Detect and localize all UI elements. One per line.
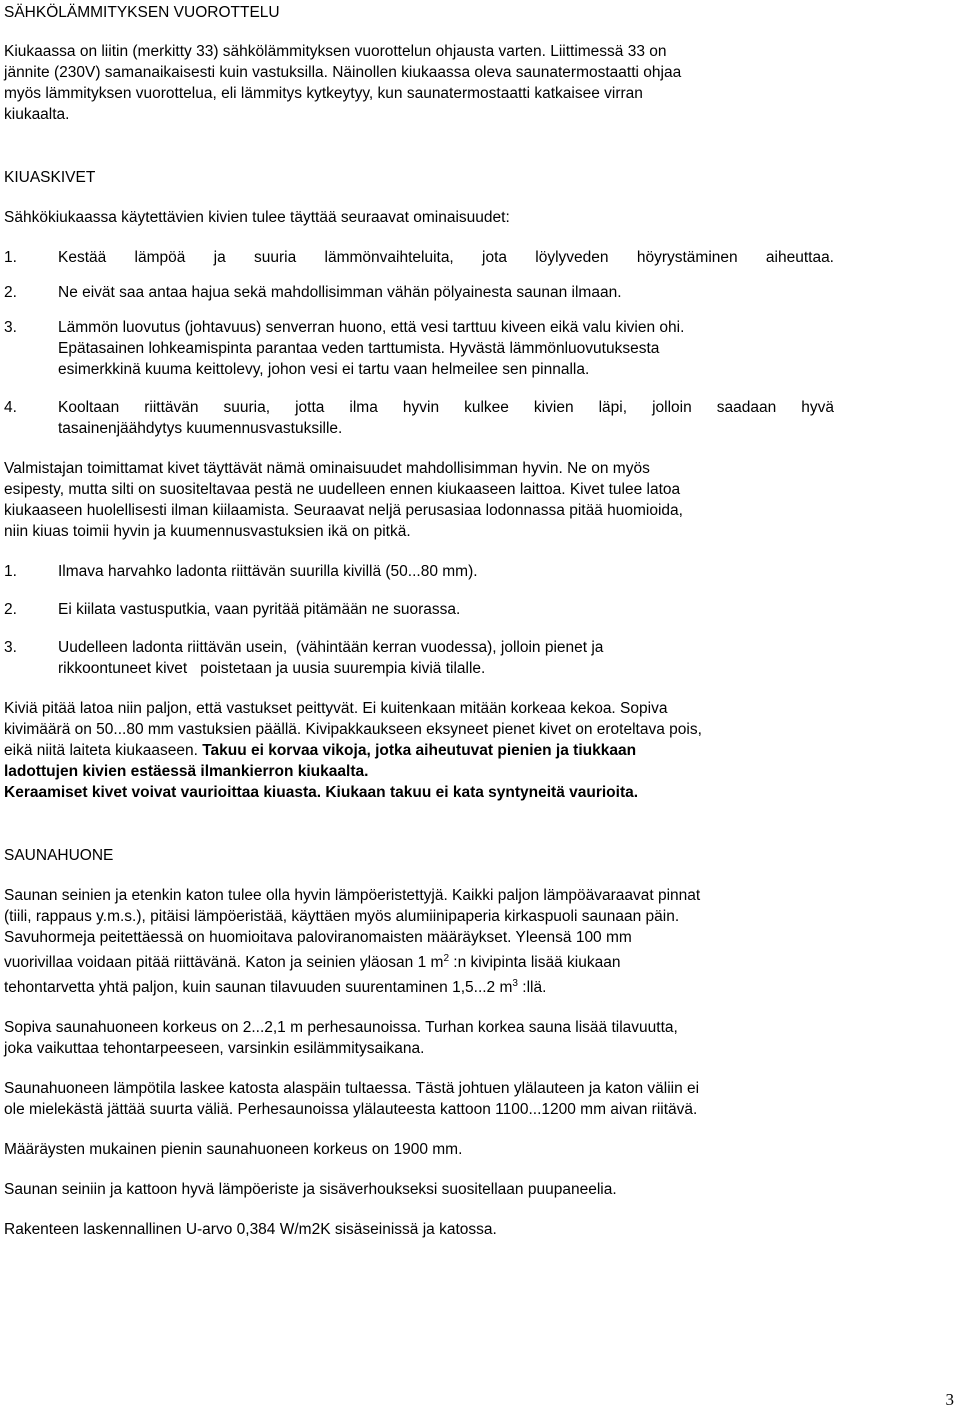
text-span: :llä.	[517, 979, 547, 997]
section-title-stones: KIUASKIVET	[4, 169, 96, 186]
text-span: tehontarvetta yhtä paljon, kuin saunan tilavuuden suurentaminen 1,5...2 m	[4, 979, 513, 997]
text-line	[4, 973, 834, 998]
text-line: Kooltaan riittävän suuria, jotta ilma hyvin kulkee kivien läpi, jolloin saadaan hyvä	[58, 399, 834, 416]
list-item	[4, 599, 834, 620]
list-number: 1.	[4, 563, 17, 580]
list-number: 1.	[4, 249, 17, 266]
text-span: vuorivillaa voidaan pitää riittävänä. Katon ja seinien yläosan 1 m	[4, 954, 444, 972]
page-number: 3	[945, 1390, 954, 1409]
text-line: joka vaikuttaa tehontarpeeseen, varsinkin esilämmitysaikana.	[4, 1040, 425, 1058]
section-title-room: SAUNAHUONE	[4, 847, 114, 864]
text-line: Lämmön luovutus (johtavuus) senverran huono, että vesi tarttuu kiveen eikä valu kivien ohi.	[58, 319, 685, 336]
text-line: Saunahuoneen lämpötila laskee katosta alaspäin tultaessa. Tästä johtuen ylälauteen ja katon väliin ei	[4, 1080, 700, 1098]
warranty-warning: Takuu ei korvaa vikoja, jotka aiheutuvat pienien ja tiukkaan	[202, 742, 637, 759]
u-value-paragraph: Rakenteen laskennallinen U-arvo 0,384 W/m2K sisäseinissä ja katossa.	[4, 1221, 497, 1239]
text-line: Sopiva saunahuoneen korkeus on 2...2,1 m perhesaunoissa. Turhan korkea sauna lisää tilavuutta,	[4, 1019, 678, 1037]
text-line: Uudelleen ladonta riittävän usein, (vähintään kerran vuodessa), jolloin pienet ja	[58, 639, 604, 656]
text-line: tasainenjäähdytys kuumennusvastuksille.	[58, 420, 343, 437]
list-item	[4, 282, 834, 303]
text-line: Kiviä pitää latoa niin paljon, että vastukset peittyvät. Ei kuitenkaan mitään korkeaa kekoa. Sopiva	[4, 700, 668, 717]
text-line	[4, 740, 834, 761]
text-line: Ne eivät saa antaa hajua sekä mahdollisimman vähän pölyainesta saunan ilmaan.	[58, 284, 622, 301]
text-span: :n kivipinta lisää kiukaan	[449, 954, 621, 972]
text-line: ole mielekästä jättää suurta väliä. Perhesaunoissa ylälauteesta kattoon 1100...1200 mm aivan riitävä.	[4, 1101, 698, 1119]
text-span: eikä niitä laiteta kiukaaseen.	[4, 742, 198, 759]
text-line: Ei kiilata vastusputkia, vaan pyritää pitämään ne suorassa.	[58, 601, 461, 618]
list-number: 4.	[4, 399, 17, 416]
room-paragraph	[4, 885, 834, 998]
list-item	[4, 247, 834, 268]
text-line: kiukaalta.	[4, 106, 70, 123]
warranty-warning: ladottujen kivien estäessä ilmankierron kiukaalta.	[4, 763, 369, 780]
room-temperature-paragraph	[4, 1078, 834, 1120]
text-line: esimerkkinä kuuma keittolevy, johon vesi ei tartu vaan helmeilee sen pinnalla.	[58, 361, 590, 378]
text-line: kiukaaseen huolellisesti ilman kiilaamista. Seuraavat neljä perusasiaa lodonnassa pitää huomioida,	[4, 502, 683, 519]
text-line: Ilmava harvahko ladonta riittävän suurilla kivillä (50...80 mm).	[58, 563, 478, 580]
text-line: (tiili, rappaus y.m.s.), pitäisi lämpöeristää, käyttäen myös alumiinipaperia kirkaspuoli saunaan päin.	[4, 908, 680, 925]
text-line: rikkoontuneet kivet poistetaan ja uusia suurempia kiviä tilalle.	[58, 660, 486, 677]
list-number: 3.	[4, 319, 17, 336]
text-line: niin kiuas toimii hyvin ja kuumennusvastuksien ikä on pitkä.	[4, 523, 411, 540]
section-title-heating: SÄHKÖLÄMMITYKSEN VUOROTTELU	[4, 4, 280, 21]
document-page	[4, 0, 834, 1240]
text-line: jännite (230V) samanaikaisesti kuin vastuksilla. Näinollen kiukaassa oleva saunatermostaatti ohjaa	[4, 64, 682, 81]
text-line: Saunan seinien ja etenkin katon tulee olla hyvin lämpöeristettyjä. Kaikki paljon lämpöävaraavat pinnat	[4, 887, 701, 904]
list-item	[4, 637, 834, 679]
list-item	[4, 317, 834, 380]
superscript: 3	[512, 978, 518, 990]
warranty-warning: Keraamiset kivet voivat vaurioittaa kiuasta. Kiukaan takuu ei kata syntyneitä vaurioita.	[4, 784, 639, 801]
superscript: 2	[443, 953, 449, 964]
stone-amount-paragraph	[4, 698, 834, 803]
min-height-paragraph: Määräysten mukainen pienin saunahuoneen korkeus on 1900 mm.	[4, 1141, 463, 1159]
stones-intro: Sähkökiukaassa käytettävien kivien tulee täyttää seuraavat ominaisuudet:	[4, 209, 510, 226]
text-line: Valmistajan toimittamat kivet täyttävät nämä ominaisuudet mahdollisimman hyvin. Ne on myös	[4, 460, 650, 477]
list-number: 2.	[4, 601, 17, 618]
list-item	[4, 561, 834, 582]
text-line: Kiukaassa on liitin (merkitty 33) sähkölämmityksen vuorottelun ohjausta varten. Liittimessä 33 on	[4, 43, 667, 60]
text-line: Savuhormeja peitettäessä on huomioitava paloviranomaisten määräykset. Yleensä 100 mm	[4, 929, 632, 946]
text-line: myös lämmityksen vuorottelua, eli lämmitys kytkeytyy, kun saunatermostaatti katkaisee virran	[4, 85, 643, 102]
insulation-paragraph: Saunan seiniin ja kattoon hyvä lämpöeriste ja sisäverhoukseksi suositellaan puupaneelia.	[4, 1181, 617, 1199]
list-number: 2.	[4, 284, 17, 301]
text-line	[4, 948, 834, 973]
text-line: kivimäärä on 50...80 mm vastuksien päällä. Kivipakkaukseen eksyneet pienet kivet on eroteltava pois,	[4, 721, 702, 738]
manufacturer-paragraph	[4, 458, 834, 542]
text-line: Kestää lämpöä ja suuria lämmönvaihteluita, jota löylyveden höyrystäminen aiheuttaa.	[58, 249, 834, 266]
room-height-paragraph	[4, 1017, 834, 1059]
heating-paragraph	[4, 41, 834, 125]
list-number: 3.	[4, 639, 17, 656]
text-line: Epätasainen lohkeamispinta parantaa veden tarttumista. Hyvästä lämmönluovutuksesta	[58, 340, 660, 357]
text-line: esipesty, mutta silti on suositeltavaa pestä ne uudelleen ennen kiukaaseen laittoa. Kivet tulee latoa	[4, 481, 681, 498]
list-item	[4, 397, 834, 439]
